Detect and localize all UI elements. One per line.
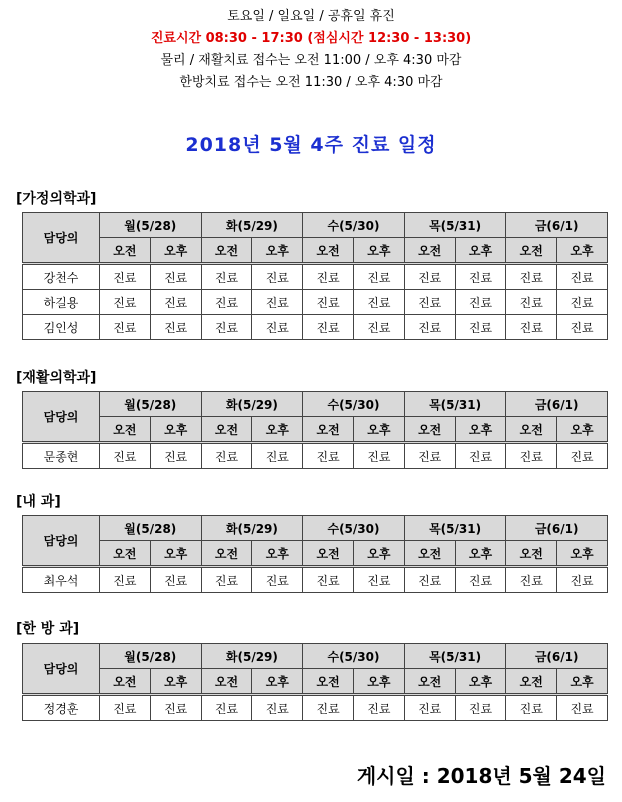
session-header: 오전 bbox=[404, 417, 455, 443]
schedule-cell: 진료 bbox=[303, 264, 354, 290]
posting-date: 게시일 : 2018년 5월 24일 bbox=[356, 764, 606, 788]
schedule-cell: 진료 bbox=[353, 695, 404, 721]
session-header: 오전 bbox=[303, 541, 354, 567]
schedule-cell: 진료 bbox=[455, 695, 506, 721]
session-header: 오후 bbox=[353, 238, 404, 264]
schedule-cell: 진료 bbox=[353, 567, 404, 593]
schedule-cell: 진료 bbox=[252, 443, 303, 469]
hours-notice: 진료시간 08:30 - 17:30 (점심시간 12:30 - 13:30) bbox=[150, 31, 472, 46]
session-header: 오후 bbox=[455, 669, 506, 695]
session-header: 오후 bbox=[252, 669, 303, 695]
schedule-cell: 진료 bbox=[404, 443, 455, 469]
schedule-cell: 진료 bbox=[404, 264, 455, 290]
schedule-cell: 진료 bbox=[150, 695, 201, 721]
department-label: [가정의학과] bbox=[16, 191, 97, 207]
session-header: 오전 bbox=[404, 669, 455, 695]
schedule-cell: 진료 bbox=[455, 264, 506, 290]
schedule-cell: 진료 bbox=[506, 264, 557, 290]
schedule-cell: 진료 bbox=[303, 695, 354, 721]
rehab-notice: 물리 / 재활치료 접수는 오전 11:00 / 오후 4:30 마감 bbox=[160, 53, 462, 68]
session-header: 오전 bbox=[201, 669, 252, 695]
doctor-name: 하길용 bbox=[23, 290, 100, 315]
schedule-cell: 진료 bbox=[303, 315, 354, 340]
department-label: [재활의학과] bbox=[16, 370, 97, 386]
day-header: 수(5/30) bbox=[303, 516, 405, 541]
day-header: 목(5/31) bbox=[404, 516, 506, 541]
day-header: 목(5/31) bbox=[404, 213, 506, 238]
session-header: 오전 bbox=[303, 669, 354, 695]
session-header: 오전 bbox=[100, 541, 151, 567]
schedule-cell: 진료 bbox=[303, 290, 354, 315]
schedule-cell: 진료 bbox=[201, 443, 252, 469]
session-header: 오전 bbox=[303, 238, 354, 264]
session-header: 오전 bbox=[100, 238, 151, 264]
doctor-name: 최우석 bbox=[23, 567, 100, 593]
schedule-cell: 진료 bbox=[303, 567, 354, 593]
schedule-cell: 진료 bbox=[252, 695, 303, 721]
schedule-cell: 진료 bbox=[150, 315, 201, 340]
session-header: 오전 bbox=[506, 541, 557, 567]
schedule-cell: 진료 bbox=[201, 695, 252, 721]
day-header: 월(5/28) bbox=[100, 516, 202, 541]
schedule-cell: 진료 bbox=[506, 567, 557, 593]
session-header: 오후 bbox=[557, 541, 608, 567]
table-row bbox=[23, 315, 608, 340]
schedule-cell: 진료 bbox=[506, 315, 557, 340]
schedule-cell: 진료 bbox=[100, 443, 151, 469]
closed-days-notice: 토요일 / 일요일 / 공휴일 휴진 bbox=[227, 9, 395, 24]
schedule-table bbox=[22, 212, 608, 340]
session-header: 오후 bbox=[353, 541, 404, 567]
schedule-cell: 진료 bbox=[353, 264, 404, 290]
doctor-name: 정경훈 bbox=[23, 695, 100, 721]
day-header: 화(5/29) bbox=[201, 644, 303, 669]
schedule-cell: 진료 bbox=[506, 443, 557, 469]
schedule-cell: 진료 bbox=[557, 443, 608, 469]
session-header: 오후 bbox=[353, 669, 404, 695]
schedule-cell: 진료 bbox=[455, 290, 506, 315]
day-header: 목(5/31) bbox=[404, 644, 506, 669]
session-header: 오후 bbox=[252, 541, 303, 567]
table-row bbox=[23, 264, 608, 290]
day-header: 금(6/1) bbox=[506, 644, 608, 669]
session-header: 오후 bbox=[252, 238, 303, 264]
schedule-cell: 진료 bbox=[557, 290, 608, 315]
table-row bbox=[23, 695, 608, 721]
schedule-cell: 진료 bbox=[150, 567, 201, 593]
session-header: 오후 bbox=[150, 669, 201, 695]
day-header: 수(5/30) bbox=[303, 644, 405, 669]
schedule-cell: 진료 bbox=[557, 315, 608, 340]
session-header: 오전 bbox=[100, 417, 151, 443]
schedule-cell: 진료 bbox=[557, 567, 608, 593]
schedule-cell: 진료 bbox=[252, 315, 303, 340]
session-header: 오전 bbox=[506, 417, 557, 443]
doctor-header: 담당의 bbox=[23, 392, 100, 443]
schedule-cell: 진료 bbox=[404, 290, 455, 315]
session-header: 오후 bbox=[557, 417, 608, 443]
schedule-cell: 진료 bbox=[506, 695, 557, 721]
session-header: 오후 bbox=[455, 417, 506, 443]
session-header: 오후 bbox=[455, 541, 506, 567]
doctor-header: 담당의 bbox=[23, 644, 100, 695]
day-header: 수(5/30) bbox=[303, 392, 405, 417]
session-header: 오후 bbox=[150, 417, 201, 443]
schedule-cell: 진료 bbox=[303, 443, 354, 469]
schedule-cell: 진료 bbox=[150, 264, 201, 290]
schedule-cell: 진료 bbox=[201, 264, 252, 290]
schedule-cell: 진료 bbox=[100, 290, 151, 315]
session-header: 오후 bbox=[150, 541, 201, 567]
schedule-cell: 진료 bbox=[150, 290, 201, 315]
day-header: 금(6/1) bbox=[506, 516, 608, 541]
page-title: 2018년 5월 4주 진료 일정 bbox=[185, 134, 437, 156]
table-row bbox=[23, 567, 608, 593]
schedule-cell: 진료 bbox=[252, 567, 303, 593]
session-header: 오후 bbox=[353, 417, 404, 443]
day-header: 금(6/1) bbox=[506, 213, 608, 238]
session-header: 오전 bbox=[506, 669, 557, 695]
schedule-cell: 진료 bbox=[201, 290, 252, 315]
schedule-cell: 진료 bbox=[252, 264, 303, 290]
session-header: 오후 bbox=[150, 238, 201, 264]
schedule-cell: 진료 bbox=[404, 315, 455, 340]
department-label: [한 방 과] bbox=[16, 621, 80, 637]
session-header: 오전 bbox=[506, 238, 557, 264]
schedule-cell: 진료 bbox=[100, 315, 151, 340]
doctor-name: 김인성 bbox=[23, 315, 100, 340]
schedule-cell: 진료 bbox=[455, 567, 506, 593]
day-header: 화(5/29) bbox=[201, 392, 303, 417]
session-header: 오전 bbox=[303, 417, 354, 443]
schedule-cell: 진료 bbox=[506, 290, 557, 315]
department-label: [내 과] bbox=[16, 494, 61, 510]
schedule-cell: 진료 bbox=[201, 315, 252, 340]
schedule-cell: 진료 bbox=[557, 264, 608, 290]
schedule-cell: 진료 bbox=[252, 290, 303, 315]
schedule-cell: 진료 bbox=[455, 443, 506, 469]
day-header: 수(5/30) bbox=[303, 213, 405, 238]
schedule-table bbox=[22, 391, 608, 469]
session-header: 오후 bbox=[557, 238, 608, 264]
doctor-header: 담당의 bbox=[23, 213, 100, 264]
schedule-cell: 진료 bbox=[557, 695, 608, 721]
doctor-header: 담당의 bbox=[23, 516, 100, 567]
session-header: 오전 bbox=[201, 238, 252, 264]
session-header: 오전 bbox=[100, 669, 151, 695]
session-header: 오전 bbox=[201, 541, 252, 567]
doctor-name: 문종현 bbox=[23, 443, 100, 469]
day-header: 월(5/28) bbox=[100, 213, 202, 238]
table-row bbox=[23, 290, 608, 315]
day-header: 금(6/1) bbox=[506, 392, 608, 417]
schedule-table bbox=[22, 643, 608, 721]
session-header: 오전 bbox=[404, 238, 455, 264]
schedule-cell: 진료 bbox=[100, 695, 151, 721]
schedule-cell: 진료 bbox=[100, 567, 151, 593]
schedule-cell: 진료 bbox=[353, 315, 404, 340]
day-header: 화(5/29) bbox=[201, 516, 303, 541]
oriental-notice: 한방치료 접수는 오전 11:30 / 오후 4:30 마감 bbox=[179, 75, 443, 90]
session-header: 오후 bbox=[252, 417, 303, 443]
notice-block bbox=[0, 6, 622, 94]
schedule-cell: 진료 bbox=[404, 567, 455, 593]
session-header: 오후 bbox=[455, 238, 506, 264]
day-header: 화(5/29) bbox=[201, 213, 303, 238]
schedule-cell: 진료 bbox=[100, 264, 151, 290]
day-header: 월(5/28) bbox=[100, 392, 202, 417]
schedule-cell: 진료 bbox=[353, 290, 404, 315]
session-header: 오전 bbox=[404, 541, 455, 567]
schedule-cell: 진료 bbox=[353, 443, 404, 469]
schedule-table bbox=[22, 515, 608, 593]
schedule-cell: 진료 bbox=[404, 695, 455, 721]
table-row bbox=[23, 443, 608, 469]
day-header: 월(5/28) bbox=[100, 644, 202, 669]
schedule-cell: 진료 bbox=[150, 443, 201, 469]
day-header: 목(5/31) bbox=[404, 392, 506, 417]
schedule-cell: 진료 bbox=[201, 567, 252, 593]
session-header: 오후 bbox=[557, 669, 608, 695]
doctor-name: 강천수 bbox=[23, 264, 100, 290]
schedule-cell: 진료 bbox=[455, 315, 506, 340]
session-header: 오전 bbox=[201, 417, 252, 443]
